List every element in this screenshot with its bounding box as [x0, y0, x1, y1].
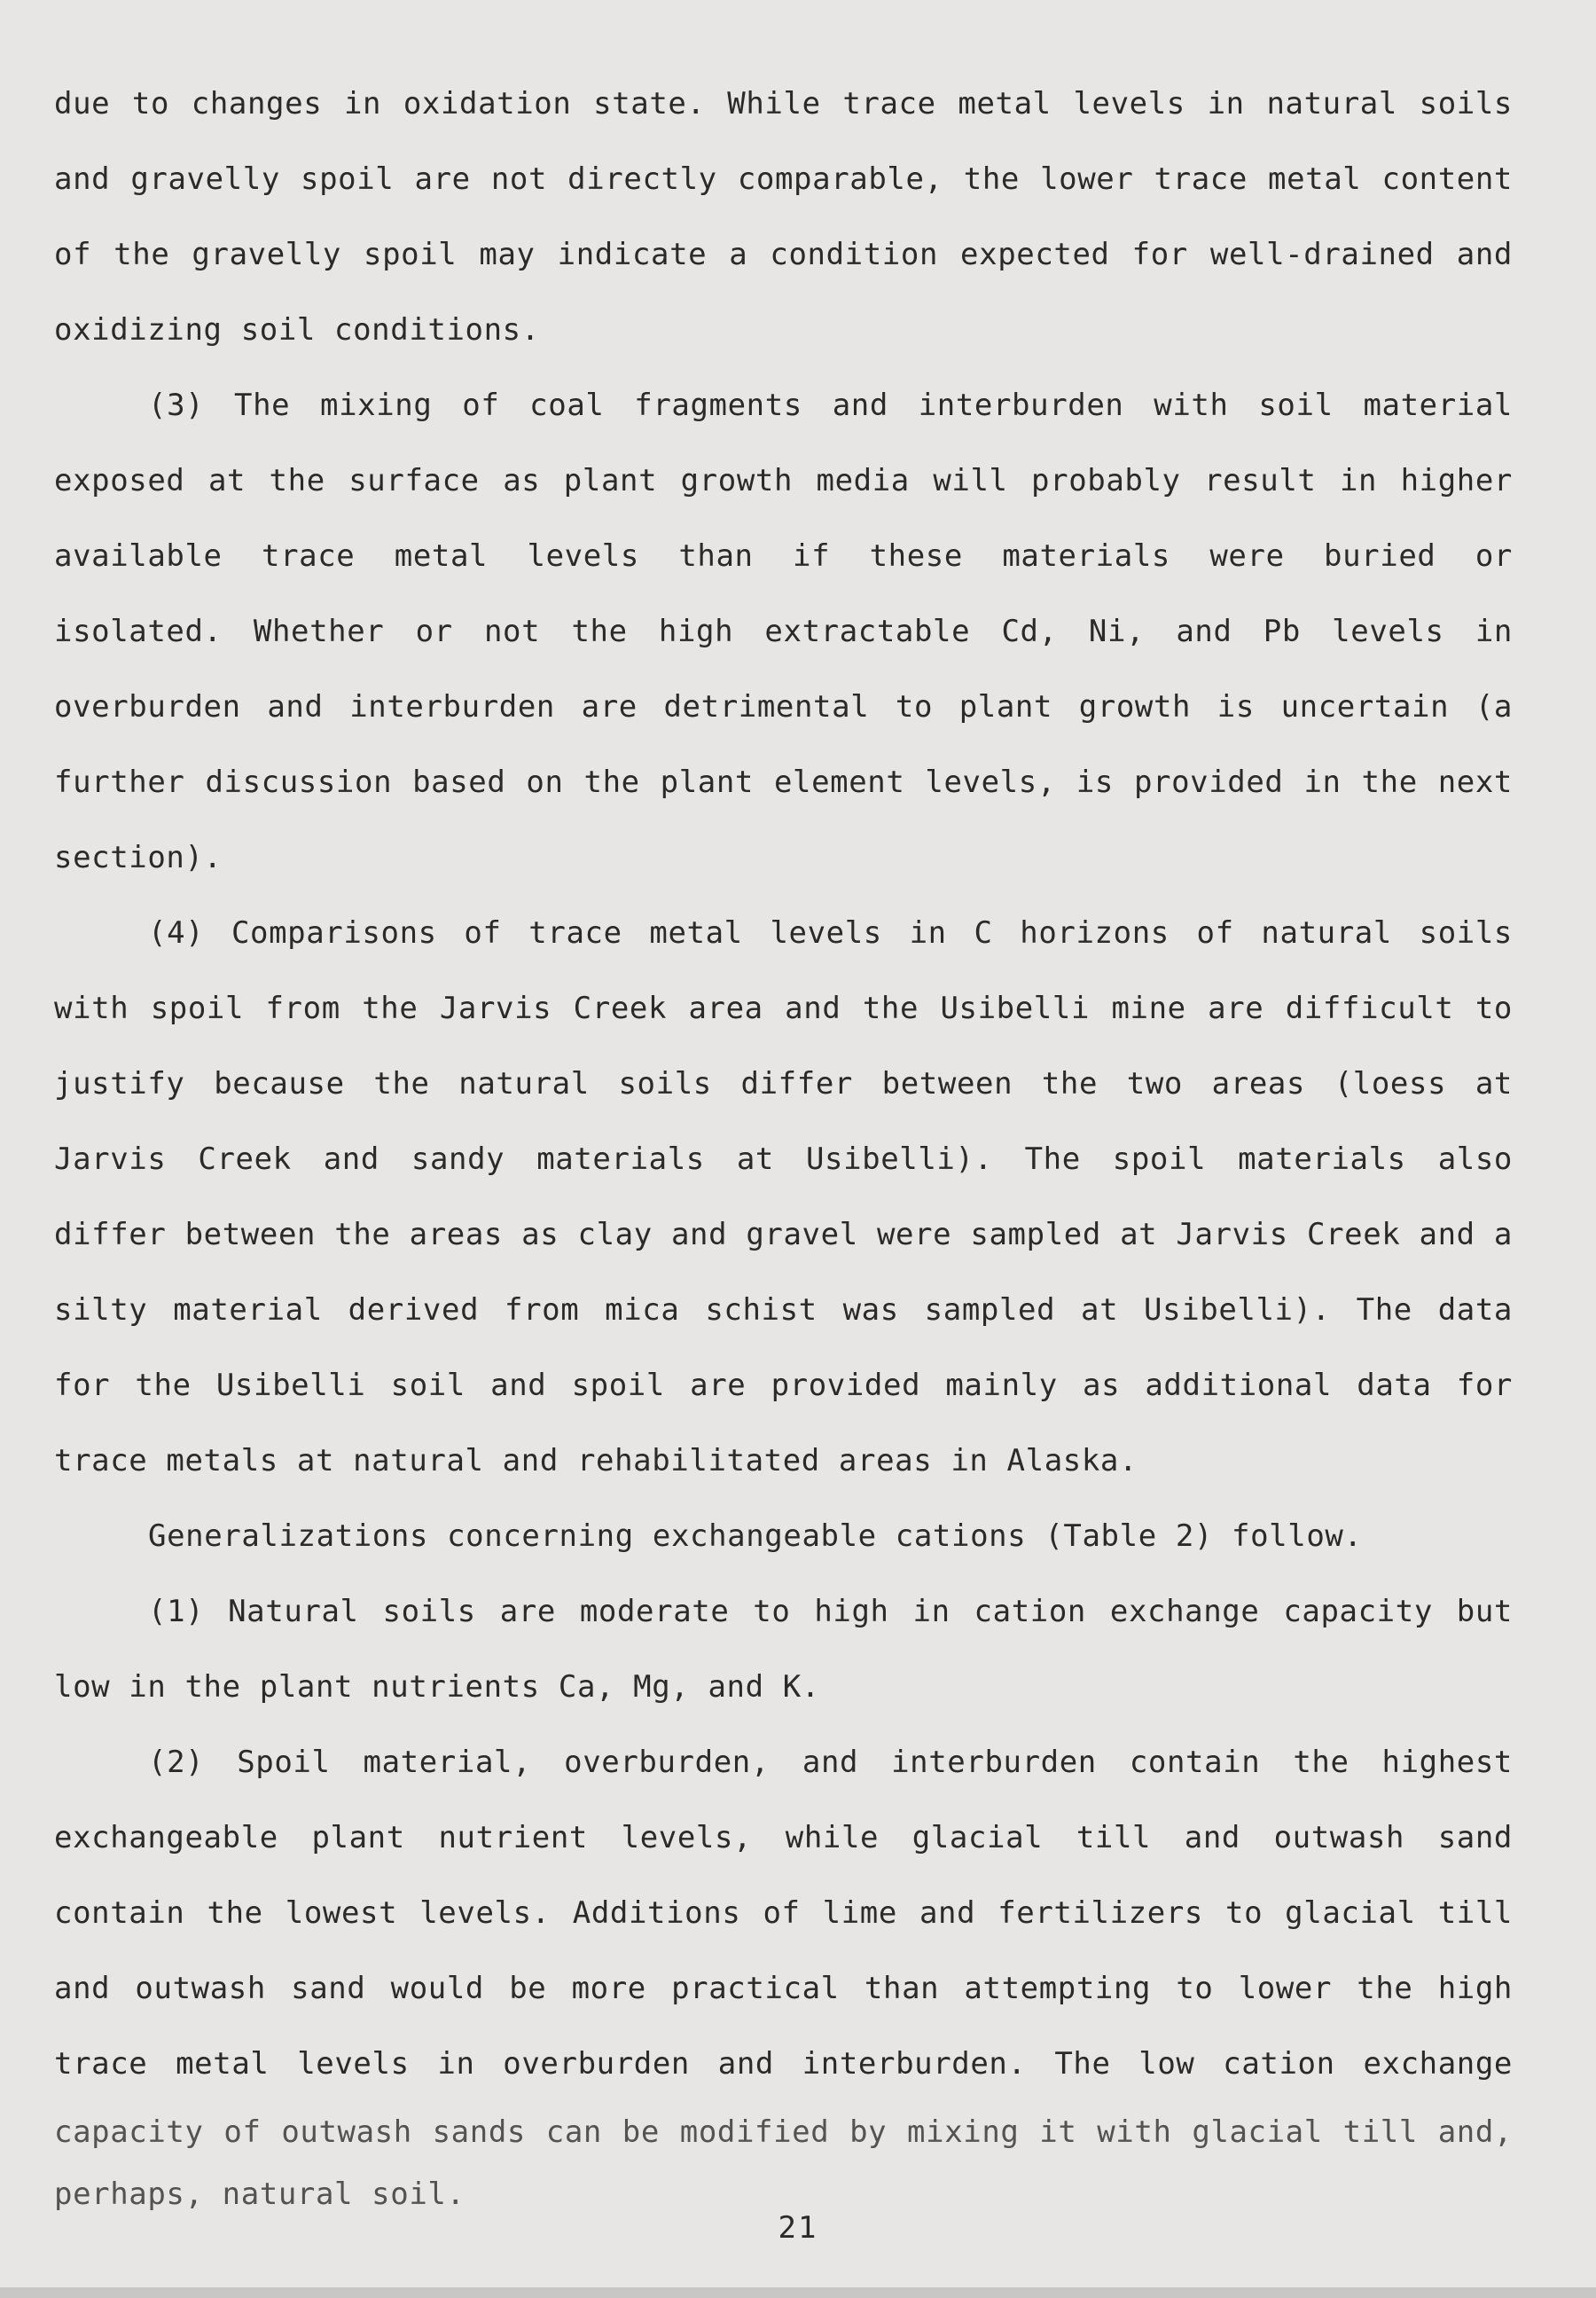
text-line: of the gravelly spoil may indicate a condition expected for well-drained and: [54, 237, 1513, 272]
text-line: and outwash sand would be more practical than attempting to lower the high: [54, 1971, 1513, 2006]
page-number: 21: [778, 2210, 818, 2246]
text-line: (4) Comparisons of trace metal levels in C horizons of natural soils: [148, 915, 1513, 951]
text-line: justify because the natural soils differ between the two areas (loess at: [54, 1066, 1513, 1102]
text-line: exposed at the surface as plant growth media will probably result in higher: [54, 463, 1513, 498]
text-line: low in the plant nutrients Ca, Mg, and K.: [54, 1669, 820, 1705]
text-line: available trace metal levels than if these materials were buried or: [54, 538, 1513, 574]
text-line: perhaps, natural soil.: [54, 2176, 466, 2212]
text-line: section).: [54, 840, 223, 875]
text-line: Jarvis Creek and sandy materials at Usibelli). The spoil materials also: [54, 1141, 1513, 1177]
text-line: oxidizing soil conditions.: [54, 312, 540, 348]
text-line: Generalizations concerning exchangeable cations (Table 2) follow.: [148, 1518, 1363, 1554]
text-line: contain the lowest levels. Additions of lime and fertilizers to glacial till: [54, 1895, 1513, 1931]
scan-bottom-edge: [0, 2287, 1596, 2298]
text-line: capacity of outwash sands can be modified by mixing it with glacial till and,: [54, 2114, 1513, 2150]
text-line: further discussion based on the plant element levels, is provided in the next: [54, 765, 1513, 800]
text-line: and gravelly spoil are not directly comparable, the lower trace metal content: [54, 161, 1513, 197]
text-line: trace metals at natural and rehabilitated areas in Alaska.: [54, 1443, 1138, 1478]
text-line: (2) Spoil material, overburden, and interburden contain the highest: [148, 1745, 1513, 1780]
text-line: (1) Natural soils are moderate to high in cation exchange capacity but: [148, 1594, 1513, 1629]
text-line: for the Usibelli soil and spoil are provided mainly as additional data for: [54, 1368, 1513, 1403]
text-line: overburden and interburden are detrimental to plant growth is uncertain (a: [54, 689, 1513, 725]
text-line: isolated. Whether or not the high extractable Cd, Ni, and Pb levels in: [54, 614, 1513, 649]
text-line: due to changes in oxidation state. While trace metal levels in natural soils: [54, 86, 1513, 122]
text-line: differ between the areas as clay and gravel were sampled at Jarvis Creek and a: [54, 1217, 1513, 1252]
text-line: (3) The mixing of coal fragments and interburden with soil material: [148, 388, 1513, 423]
text-line: trace metal levels in overburden and interburden. The low cation exchange: [54, 2046, 1513, 2082]
text-line: silty material derived from mica schist was sampled at Usibelli). The data: [54, 1292, 1513, 1328]
text-line: with spoil from the Jarvis Creek area and the Usibelli mine are difficult to: [54, 991, 1513, 1026]
text-line: exchangeable plant nutrient levels, while glacial till and outwash sand: [54, 1820, 1513, 1855]
